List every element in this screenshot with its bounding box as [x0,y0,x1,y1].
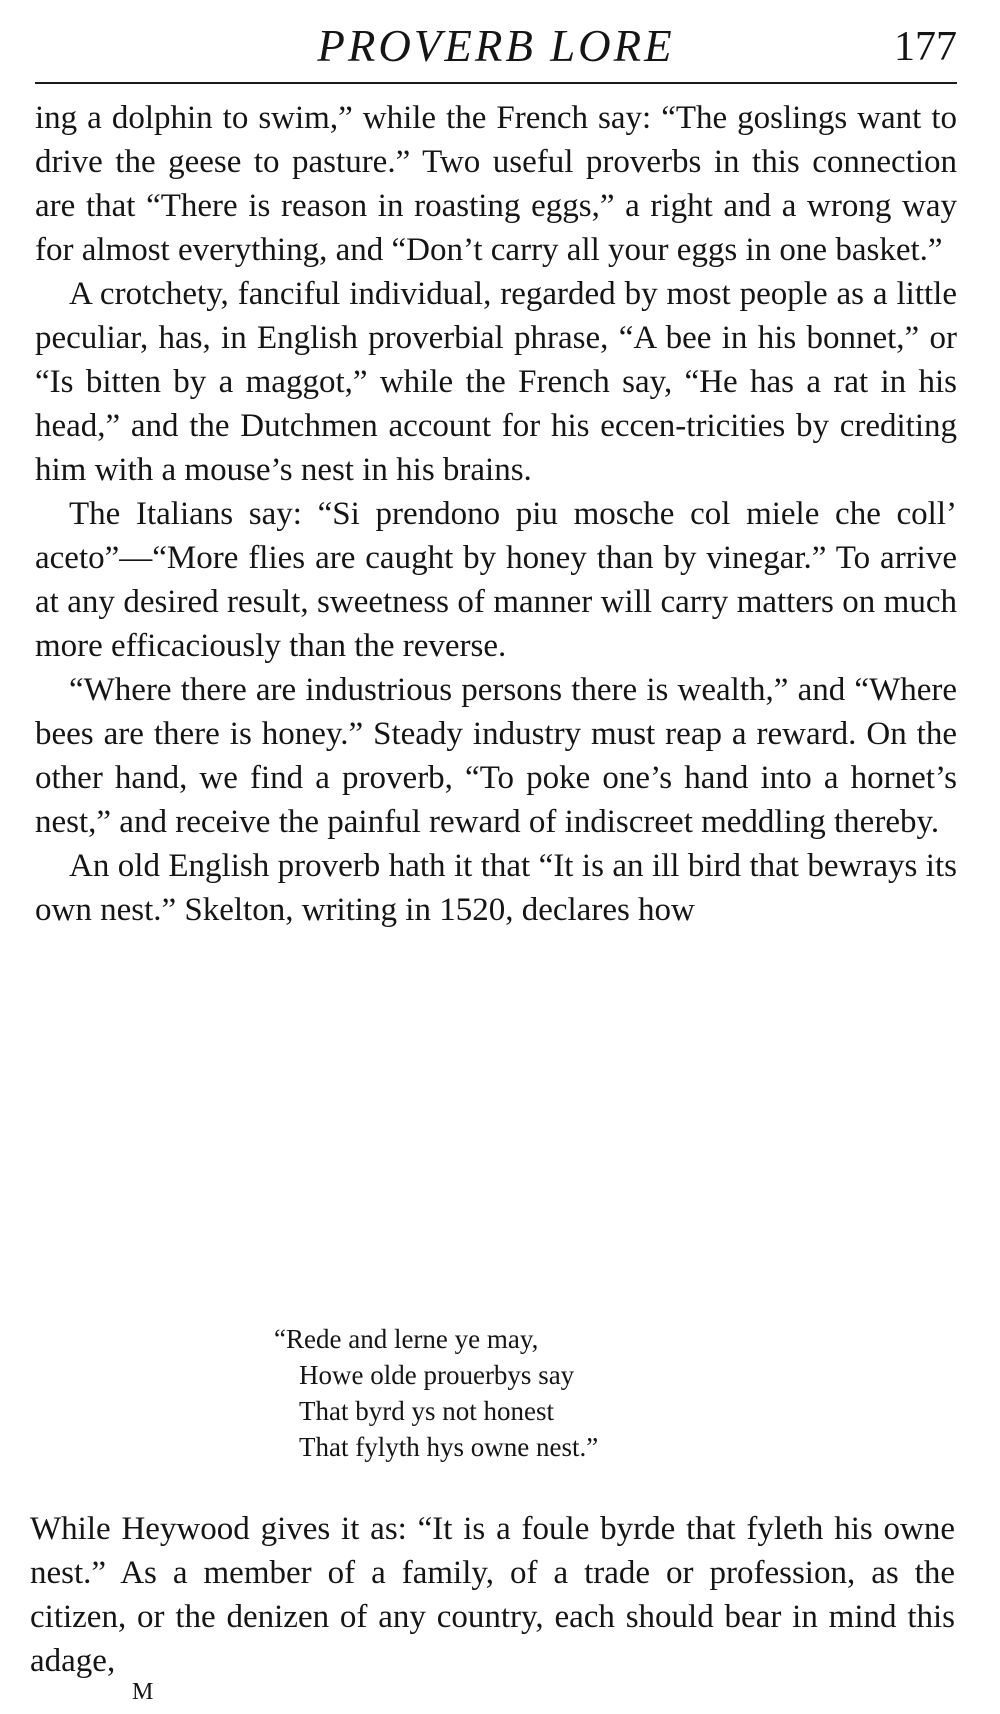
page-number: 177 [894,24,957,70]
paragraph-italian-proverb: The Italians say: “Si prendono piu mosche col miele che coll’ aceto”—“More flies are caught by honey than by vinegar.” To arrive at any desired result, sweetness of manner will carry matters on much more efficaciously than the reverse. [35,496,957,664]
verse-line: “Rede and lerne ye may, [274,1324,539,1354]
paragraph-continued: ing a dolphin to swim,” while the French say: “The goslings want to drive the geese to pasture.” Two useful proverbs in this connection are that “There is reason in roasting eggs,” a right and a wrong way for almost everything, and “Don’t carry all your eggs in one basket.” [35,100,957,268]
verse-line: That byrd ys not honest [299,1396,554,1426]
paragraph-ill-bird: An old English proverb hath it that “It is an ill bird that bewrays its own nest.” Skelton, writing in 1520, declares how [35,848,957,928]
after-verse-text [30,1507,955,1683]
paragraph-crotchety: A crotchety, fanciful individual, regarded by most people as a little peculiar, has, in English proverbial phrase, “A bee in his bonnet,” or “Is bitten by a maggot,” while the French say, “He has a rat in his head,” and the Dutchmen account for his eccen-tricities by crediting him with a mouse’s nest in his brains. [35,276,957,488]
paragraph-heywood: While Heywood gives it as: “It is a foule byrde that fyleth his owne nest.” As a member of a family, of a trade or profession, as the citizen, or the denizen of any country, each should bear in mind this adage, [30,1511,955,1679]
body-text [35,96,957,932]
signature-mark: M [132,1679,154,1705]
paragraph-industry: “Where there are industrious persons there is wealth,” and “Where bees are there is honey.” Steady industry must reap a reward. On the other hand, we find a proverb, “To poke one’s hand into a hornet’s nest,” and receive the painful reward of indiscreet meddling thereby. [35,672,957,840]
skelton-verse [274,1321,794,1465]
page-header [35,18,957,84]
verse-line: Howe olde prouerbys say [299,1360,575,1390]
running-head: PROVERB LORE [317,21,675,71]
verse-line: That fylyth hys owne nest.” [299,1432,599,1462]
